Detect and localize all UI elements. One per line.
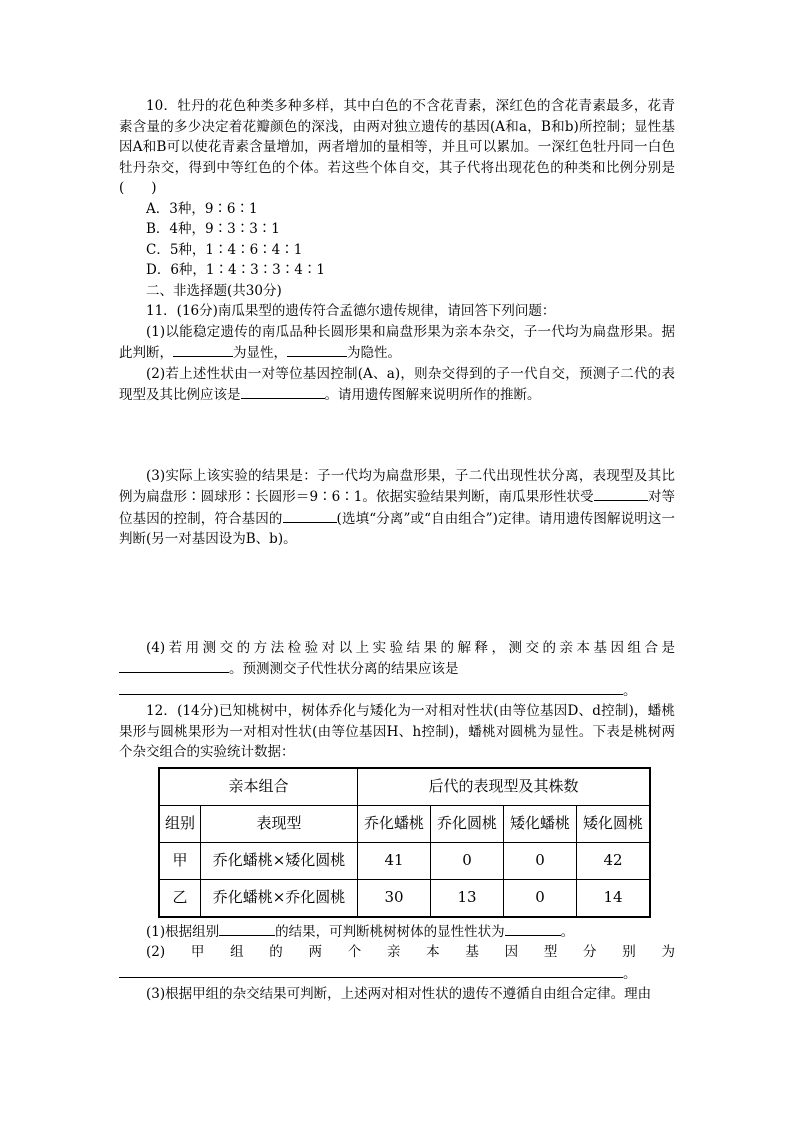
q11-part2 bbox=[119, 364, 675, 406]
q11-part4 bbox=[119, 638, 675, 680]
q12-part2-line bbox=[119, 963, 675, 985]
q11-part1-text-a: (1)以能稳定遗传的南瓜品种长圆形果和扁盘形果为亲本杂交，子一代均为扁盘形果。据此判断， bbox=[119, 323, 675, 361]
table-col-group: 组别 bbox=[159, 805, 201, 842]
cross-data-table bbox=[158, 767, 651, 918]
worksheet-page bbox=[119, 96, 675, 1005]
q10-stem: 10．牡丹的花色种类多种多样，其中白色的不含花青素，深红色的含花青素最多，花青素含量的多少决定着花瓣颜色的深浅，由两对独立遗传的基因(A和a，B和b)所控制；显性基因A和B可以使花青素含量增加，两者增加的量相等，并且可以累加。一深红色牡丹同一白色牡丹杂交，得到中等红色的个体。若这些个体自交，其子代将出现花色的种类和比例分别是( ) bbox=[119, 98, 675, 196]
table-cell-count: 0 bbox=[431, 842, 504, 879]
q10-option-d: D．6种，1∶4∶3∶3∶4∶1 bbox=[146, 262, 325, 278]
answer-blank[interactable] bbox=[173, 342, 233, 357]
q12-part1-text-a: (1)根据组别 bbox=[146, 923, 220, 940]
answer-blank[interactable] bbox=[241, 384, 325, 399]
table-header-offspring: 后代的表现型及其株数 bbox=[358, 768, 651, 806]
q12-part3: (3)根据甲组的杂交结果可判断，上述两对相对性状的遗传不遵循自由组合定律。理由 bbox=[146, 986, 652, 1002]
answer-blank[interactable] bbox=[283, 508, 337, 523]
table-cell-count: 42 bbox=[577, 842, 651, 879]
q11-part2-text-a: (2)若上述性状由一对等位基因控制(A、a)，则杂交得到的子一代自交，预测子二代的表现型及其比例应该是 bbox=[119, 365, 675, 403]
q11-part4-end: 。 bbox=[623, 682, 637, 699]
q10-option-c: C．5种，1∶4∶6∶4∶1 bbox=[146, 241, 303, 258]
q10-option-a: A．3种，9∶6∶1 bbox=[146, 200, 258, 217]
q12-part1 bbox=[119, 921, 675, 943]
table-row bbox=[159, 842, 650, 879]
answer-blank[interactable] bbox=[119, 963, 623, 978]
answer-blank[interactable] bbox=[119, 680, 623, 695]
q11-part3-text-b: 对等位基因的控制，符合基因的 bbox=[119, 489, 675, 527]
table-col-type: 矮化蟠桃 bbox=[504, 805, 577, 842]
table-row bbox=[159, 879, 650, 917]
q11-part4-text-a: (4)若用测交的方法检验对以上实验结果的解释，测交的亲本基因组合是 bbox=[146, 639, 675, 656]
table-header-parent: 亲本组合 bbox=[159, 768, 358, 806]
answer-blank[interactable] bbox=[505, 921, 561, 936]
table-cell-count: 30 bbox=[358, 879, 431, 917]
table-cell-count: 13 bbox=[431, 879, 504, 917]
table-cell-group: 乙 bbox=[159, 879, 201, 917]
q11-part1 bbox=[119, 322, 675, 364]
q12-part2-end: 。 bbox=[623, 965, 637, 982]
table-cell-count: 0 bbox=[504, 842, 577, 879]
q12-part1-text-b: 的结果，可判断桃树树体的显性性状为 bbox=[275, 923, 505, 940]
q11-part1-text-c: 为隐性。 bbox=[347, 345, 401, 361]
q12-stem: 12．(14分)已知桃树中，树体乔化与矮化为一对相对性状(由等位基因D、d控制)，蟠桃果形与圆桃果形为一对相对性状(由等位基因H、h控制)，蟠桃对圆桃为显性。下表是桃树两个杂交组合的实验统计数据： bbox=[119, 703, 675, 760]
q11-part1-text-b: 为显性， bbox=[233, 345, 287, 361]
table-cell-cross: 乔化蟠桃×乔化圆桃 bbox=[201, 879, 358, 917]
table-cell-count: 41 bbox=[358, 842, 431, 879]
q11-stem: 11．(16分)南瓜果型的遗传符合孟德尔遗传规律，请回答下列问题： bbox=[146, 303, 556, 319]
answer-blank[interactable] bbox=[287, 342, 347, 357]
q11-part3-text-c: (选填“分离”或“自由组合”)定律。请用遗传图解说明这一判断(另一对基因设为B、b)。 bbox=[119, 510, 676, 547]
table-cell-count: 0 bbox=[504, 879, 577, 917]
q11-part2-text-b: 。请用遗传图解来说明所作的推断。 bbox=[324, 387, 541, 403]
table-cell-group: 甲 bbox=[159, 842, 201, 879]
answer-space[interactable] bbox=[119, 550, 675, 638]
table-cell-cross: 乔化蟠桃×矮化圆桃 bbox=[201, 842, 358, 879]
table-col-phenotype: 表现型 bbox=[201, 805, 358, 842]
section-heading: 二、非选择题(共30分) bbox=[146, 282, 282, 299]
q11-part4-line bbox=[119, 680, 675, 702]
table-col-type: 乔化蟠桃 bbox=[358, 805, 431, 842]
table-cell-count: 14 bbox=[577, 879, 651, 917]
table-col-type: 乔化圆桃 bbox=[431, 805, 504, 842]
answer-blank[interactable] bbox=[119, 658, 229, 673]
answer-space[interactable] bbox=[119, 406, 675, 466]
q11-part3 bbox=[119, 466, 675, 550]
q10-option-b: B．4种，9∶3∶3∶1 bbox=[146, 221, 280, 237]
q12-part1-text-c: 。 bbox=[560, 923, 575, 940]
q12-part2: (2)甲组的两个亲本基因型分别为 bbox=[146, 944, 675, 960]
q11-part4-text-b: 。预测测交子代性状分离的结果应该是 bbox=[229, 661, 459, 677]
table-col-type: 矮化圆桃 bbox=[577, 805, 651, 842]
q11-part3-text-a: (3)实际上该实验的结果是：子一代均为扁盘形果，子二代出现性状分离，表现型及其比例为扁盘形∶圆球形∶长圆形＝9∶6∶1。依据实验结果判断，南瓜果形性状受 bbox=[119, 467, 675, 505]
answer-blank[interactable] bbox=[219, 921, 275, 936]
answer-blank[interactable] bbox=[594, 486, 648, 501]
